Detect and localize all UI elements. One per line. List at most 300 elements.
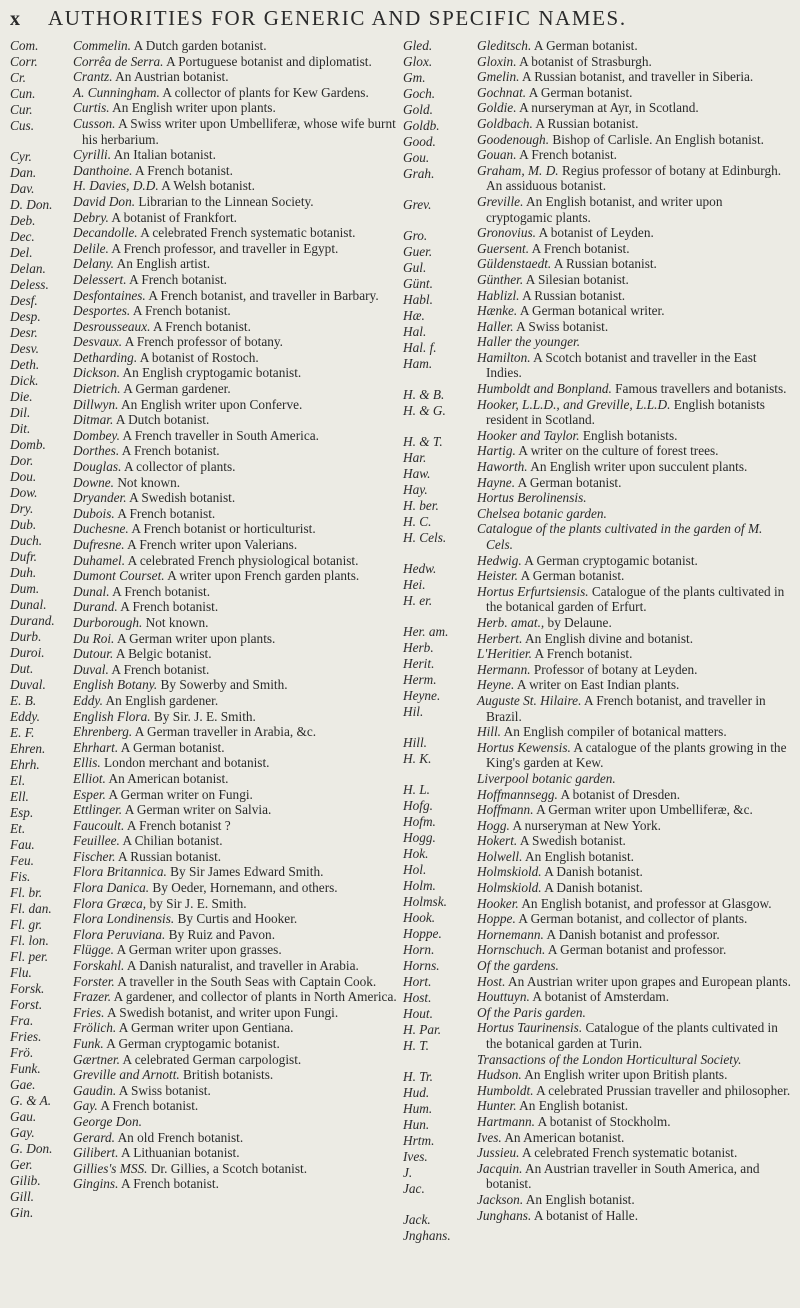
glossary-entry xyxy=(477,724,792,740)
authority-abbreviation: G. Don. xyxy=(10,1141,53,1156)
authority-name: Dubois. xyxy=(73,505,115,521)
authority-name: Delile. xyxy=(73,240,109,256)
authority-abbreviation: Dav. xyxy=(10,181,35,196)
authority-description: A German botanist. xyxy=(118,739,225,755)
authority-name: Heister. xyxy=(477,568,518,584)
authority-name: Desvaux. xyxy=(73,334,123,350)
glossary-entry xyxy=(477,163,792,194)
glossary-entry xyxy=(477,646,792,662)
glossary-entry xyxy=(73,412,398,428)
authority-name: Holmskiold. xyxy=(477,880,542,896)
authority-description: An English writer upon succulent plants. xyxy=(527,459,748,475)
glossary-entry xyxy=(477,1192,792,1208)
authority-abbreviation: G. & A. xyxy=(10,1093,52,1108)
glossary-entry xyxy=(477,100,792,116)
authority-name: Downe. xyxy=(73,474,114,490)
authority-description: by Delaune. xyxy=(544,614,612,630)
glossary-entry xyxy=(477,942,792,958)
glossary-entry xyxy=(73,194,398,210)
authority-description: A French botanist. xyxy=(150,318,251,334)
glossary-entry xyxy=(73,1005,398,1021)
authority-name: Hornschuch. xyxy=(477,942,546,958)
glossary-entry xyxy=(73,272,398,288)
authority-abbreviation: Guer. xyxy=(403,244,433,259)
glossary-entry xyxy=(477,740,792,771)
authority-abbreviation: Hol. xyxy=(403,862,427,877)
authority-abbreviation: Gou. xyxy=(403,150,430,165)
authority-name: Hoffmannsegg. xyxy=(477,786,558,802)
authority-name: Goldbach. xyxy=(477,115,533,131)
authority-abbreviation: Flu. xyxy=(10,965,32,980)
authority-abbreviation: Et. xyxy=(10,821,26,836)
authority-description: Librarian to the Linnean Society. xyxy=(135,193,314,209)
authority-abbreviation: Fl. dan. xyxy=(10,901,52,916)
authority-abbreviation: Dow. xyxy=(10,485,38,500)
authority-abbreviation: H. er. xyxy=(403,593,433,608)
glossary-entry xyxy=(73,927,398,943)
authority-name: Hayne. xyxy=(477,474,516,490)
authority-abbreviation: J. xyxy=(403,1165,413,1180)
authority-description: A botanist of Dresden. xyxy=(557,786,681,802)
authority-name: Dietrich. xyxy=(73,381,121,397)
authority-name: Holwell. xyxy=(477,848,523,864)
authority-name: Jussieu. xyxy=(477,1145,520,1161)
authority-description: A collector of plants. xyxy=(121,459,236,475)
glossary-entry xyxy=(73,1020,398,1036)
authority-abbreviation: Dunal. xyxy=(10,597,47,612)
authority-name: Dombey. xyxy=(73,427,120,443)
authority-abbreviation: Dor. xyxy=(10,453,34,468)
glossary-entry xyxy=(73,537,398,553)
authority-description: A Swedish botanist. xyxy=(126,490,236,506)
authority-description: A celebrated French systematic botanist. xyxy=(519,1145,738,1161)
authority-abbreviation: Ehren. xyxy=(10,741,46,756)
glossary-entry xyxy=(477,303,792,319)
glossary-entry xyxy=(73,116,398,147)
glossary-entry xyxy=(477,428,792,444)
authority-description: An English writer upon British plants. xyxy=(521,1067,728,1083)
authority-name: Crantz. xyxy=(73,69,113,85)
authority-name: Gaudin. xyxy=(73,1082,117,1098)
authority-abbreviation: H. & T. xyxy=(403,434,443,449)
authority-description: A French botanist, and traveller in Brazil. xyxy=(486,692,766,724)
authority-name: Dickson. xyxy=(73,365,120,381)
authority-abbreviation: Desp. xyxy=(10,309,41,324)
authority-description: An American botanist. xyxy=(105,770,229,786)
authority-abbreviation: Duh. xyxy=(10,565,37,580)
authority-description: Famous travellers and botanists. xyxy=(611,381,787,397)
authority-name: English Flora. xyxy=(73,708,151,724)
authority-name: Host. xyxy=(477,973,506,989)
authority-description: A Swiss writer upon Umbelliferæ, whose wife burnt his herbarium. xyxy=(82,115,396,147)
authority-abbreviation: Fl. gr. xyxy=(10,917,43,932)
glossary-entry xyxy=(477,85,792,101)
glossary-entry xyxy=(73,334,398,350)
authority-name: Hokert. xyxy=(477,833,518,849)
authority-description: By Sir. J. E. Smith. xyxy=(150,708,256,724)
authority-abbreviation: Haw. xyxy=(403,466,431,481)
authority-description: A German writer on Fungi. xyxy=(105,786,253,802)
authority-abbreviation: H. L. xyxy=(403,782,430,797)
authority-abbreviation: H. ber. xyxy=(403,498,439,513)
authority-description: By Sowerby and Smith. xyxy=(157,677,288,693)
authority-name: Hooker, L.L.D., and Greville, L.L.D. xyxy=(477,396,671,412)
glossary-entry xyxy=(477,974,792,990)
authority-abbreviation: Dec. xyxy=(10,229,35,244)
authority-description: An Austrian botanist. xyxy=(112,69,229,85)
glossary-entry xyxy=(477,459,792,475)
authority-abbreviation: Grev. xyxy=(403,197,432,212)
glossary-entry xyxy=(73,459,398,475)
authority-name: Commelin. xyxy=(73,38,131,53)
authority-description: A botanist of Amsterdam. xyxy=(529,989,670,1005)
authority-abbreviation: Desr. xyxy=(10,325,38,340)
authority-description: A Russian botanist. xyxy=(532,115,639,131)
authority-description: A French botanist or horticulturist. xyxy=(128,521,316,537)
authority-name: Greville and Arnott. xyxy=(73,1067,180,1083)
authority-name: Cyrilli. xyxy=(73,147,112,163)
authority-name: Hooker and Taylor. xyxy=(477,427,580,443)
authority-name: Curtis. xyxy=(73,100,110,116)
authority-description: A French botanist. xyxy=(119,443,220,459)
authority-description: An English compiler of botanical matters. xyxy=(501,724,727,740)
authority-description: An English artist. xyxy=(114,256,211,272)
glossary-entry xyxy=(73,1036,398,1052)
authority-name: Hortus Kewensis. xyxy=(477,739,571,755)
authority-description: A German botanist and professor. xyxy=(545,942,727,958)
authority-name: Humboldt and Bonpland. xyxy=(477,381,612,397)
glossary-entry xyxy=(73,303,398,319)
authority-description: A Swiss botanist. xyxy=(116,1082,211,1098)
authority-name: Fries. xyxy=(73,1004,105,1020)
authority-name: Hermann. xyxy=(477,661,531,677)
authority-name: English Botany. xyxy=(73,677,158,693)
glossary-entry xyxy=(477,1098,792,1114)
authority-description: An Austrian traveller in South America, and botanist. xyxy=(486,1160,760,1192)
authority-name: Flügge. xyxy=(73,942,114,958)
authority-name: Cusson. xyxy=(73,115,116,131)
authority-description: A botanist of Leyden. xyxy=(535,225,654,241)
authority-abbreviation: Grah. xyxy=(403,166,435,181)
authority-description: A French botanist. xyxy=(117,599,219,615)
authority-abbreviation: Habl. xyxy=(403,292,433,307)
authority-name: Gouan. xyxy=(477,147,517,163)
glossary-entry xyxy=(73,833,398,849)
glossary-entry xyxy=(73,911,398,927)
glossary-entry xyxy=(73,1161,398,1177)
authority-abbreviation: Durand. xyxy=(10,613,55,628)
authority-abbreviation: Fl. br. xyxy=(10,885,43,900)
authority-abbreviation: Gm. xyxy=(403,70,426,85)
authority-abbreviation: Deless. xyxy=(10,277,49,292)
authority-description: An English botanist, and writer upon cryptogamic plants. xyxy=(486,193,723,225)
authority-name: Dunal. xyxy=(73,583,110,599)
authority-description: A Danish botanist and professor. xyxy=(543,926,720,942)
glossary-entry xyxy=(477,1052,792,1068)
glossary-entry xyxy=(477,288,792,304)
authority-description: English botanists resident in Scotland. xyxy=(486,396,765,428)
authority-name: Hill. xyxy=(477,724,502,740)
glossary-entry xyxy=(477,490,792,506)
authority-description: By Oeder, Hornemann, and others. xyxy=(149,880,338,896)
authority-abbreviation: Cun. xyxy=(10,86,36,101)
glossary-entry xyxy=(73,397,398,413)
authority-name: Elliot. xyxy=(73,770,106,786)
glossary-entry xyxy=(73,553,398,569)
authority-abbreviation: Dub. xyxy=(10,517,37,532)
authority-abbreviation: Hofg. xyxy=(403,798,433,813)
authority-name: L'Heritier. xyxy=(477,646,532,662)
authority-abbreviation: El. xyxy=(10,773,26,788)
glossary-entry xyxy=(477,38,792,54)
glossary-entry xyxy=(477,631,792,647)
glossary-entry xyxy=(477,1208,792,1224)
authority-name: Duval. xyxy=(73,661,109,677)
authority-description: A celebrated Prussian traveller and philosopher. xyxy=(533,1082,791,1098)
authority-abbreviation: Herm. xyxy=(403,672,437,687)
glossary-entry xyxy=(73,319,398,335)
authority-abbreviation: Duroi. xyxy=(10,645,45,660)
glossary-entry xyxy=(73,942,398,958)
glossary-entry xyxy=(73,350,398,366)
glossary-entry xyxy=(477,802,792,818)
authority-description: A French botanist. xyxy=(118,1176,219,1192)
authority-description: An English botanist. xyxy=(516,1098,629,1114)
glossary-entry xyxy=(477,662,792,678)
authority-name: Goodenough. xyxy=(477,131,550,147)
authority-description: A German botanist, and collector of plants. xyxy=(515,911,748,927)
glossary-entry xyxy=(73,85,398,101)
authority-description: A botanist of Rostoch. xyxy=(137,349,259,365)
authority-description: British botanists. xyxy=(179,1067,274,1083)
authority-abbreviation: Hedw. xyxy=(403,561,437,576)
glossary-entry xyxy=(73,584,398,600)
authority-name: Junghans. xyxy=(477,1207,532,1223)
authority-abbreviation: Günt. xyxy=(403,276,433,291)
authority-abbreviation: Desf. xyxy=(10,293,38,308)
glossary-entry xyxy=(477,958,792,974)
authority-description: An English botanist, and professor at Glasgow. xyxy=(518,895,772,911)
authority-abbreviation: Dufr. xyxy=(10,549,37,564)
glossary-entry xyxy=(73,958,398,974)
authority-description: by Sir J. E. Smith. xyxy=(146,895,247,911)
authority-name: Ives. xyxy=(477,1129,502,1145)
authority-abbreviation: Hun. xyxy=(403,1117,430,1132)
glossary-entry xyxy=(73,740,398,756)
authority-abbreviation: Corr. xyxy=(10,54,38,69)
authority-description: An English gardener. xyxy=(102,692,219,708)
authority-name: Hortus Taurinensis. xyxy=(477,1020,583,1036)
authority-description: A French botanist. xyxy=(108,661,210,677)
glossary-entry xyxy=(477,194,792,225)
glossary-entry xyxy=(477,1130,792,1146)
authority-abbreviation: Funk. xyxy=(10,1061,41,1076)
authority-name: Hamilton. xyxy=(477,349,531,365)
authority-abbreviation: Hal. xyxy=(403,324,427,339)
glossary-entry xyxy=(73,1130,398,1146)
glossary-entry xyxy=(73,755,398,771)
authority-description: A botanist of Halle. xyxy=(531,1207,639,1223)
glossary-entry xyxy=(73,443,398,459)
authority-description: A French botanist. xyxy=(97,1098,199,1114)
authority-description: Professor of botany at Leyden. xyxy=(530,661,698,677)
glossary-entry xyxy=(73,1052,398,1068)
authority-name: Dorthes. xyxy=(73,443,120,459)
authority-name: Detharding. xyxy=(73,349,138,365)
authority-name: Desrousseaux. xyxy=(73,318,151,334)
glossary-entry xyxy=(73,1098,398,1114)
authority-abbreviation: Gay. xyxy=(10,1125,35,1140)
authority-name: Chelsea botanic garden. xyxy=(477,505,607,521)
glossary-entry xyxy=(73,615,398,631)
authority-name: Hooker. xyxy=(477,895,519,911)
glossary-entry xyxy=(477,69,792,85)
authority-abbreviation: Gro. xyxy=(403,228,428,243)
glossary-entry xyxy=(73,568,398,584)
authority-name: Douglas. xyxy=(73,459,122,475)
authority-name: Humboldt. xyxy=(477,1082,534,1098)
authority-name: Hunter. xyxy=(477,1098,517,1114)
authority-name: Desfontaines. xyxy=(73,287,146,303)
glossary-entry xyxy=(477,225,792,241)
authority-abbreviation: Jnghans. xyxy=(403,1228,451,1243)
glossary-entry xyxy=(477,927,792,943)
authority-name: Gronovius. xyxy=(477,225,536,241)
authority-name: Hænke. xyxy=(477,303,518,319)
authority-description: A German traveller in Arabia, &c. xyxy=(132,724,317,740)
authority-abbreviation: Goch. xyxy=(403,86,436,101)
authority-abbreviation: Desv. xyxy=(10,341,39,356)
glossary-entry xyxy=(73,896,398,912)
authority-abbreviation: Har. xyxy=(403,450,427,465)
authority-abbreviation: Gau. xyxy=(10,1109,37,1124)
authority-abbreviation: Gilib. xyxy=(10,1173,41,1188)
authority-abbreviation: Hoppe. xyxy=(403,926,442,941)
glossary-entry xyxy=(477,1114,792,1130)
authority-abbreviation: Gul. xyxy=(403,260,427,275)
authority-abbreviation: Gae. xyxy=(10,1077,36,1092)
authority-description: A French professor of botany. xyxy=(122,334,283,350)
authority-description: An American botanist. xyxy=(501,1129,625,1145)
authority-abbreviation: Ell. xyxy=(10,789,29,804)
authority-abbreviation: Fl. per. xyxy=(10,949,49,964)
authority-description: A botanist of Frankfort. xyxy=(108,209,237,225)
authority-description: Bishop of Carlisle. An English botanist. xyxy=(549,131,764,147)
authority-abbreviation: Cyr. xyxy=(10,149,32,164)
authority-description: A collector of plants for Kew Gardens. xyxy=(159,84,369,100)
glossary-entry xyxy=(477,615,792,631)
glossary-entry xyxy=(73,1114,398,1130)
glossary-entry xyxy=(477,787,792,803)
authority-name: Forskahl. xyxy=(73,958,125,974)
glossary-entry xyxy=(73,677,398,693)
authority-name: Hartmann. xyxy=(477,1113,535,1129)
glossary-entry xyxy=(73,163,398,179)
authority-name: Decandolle. xyxy=(73,225,138,241)
glossary-entry xyxy=(477,272,792,288)
authority-description: A writer upon French garden plants. xyxy=(164,568,360,584)
authority-description: A French botanist, and traveller in Barbary. xyxy=(145,287,379,303)
authority-abbreviation: Dou. xyxy=(10,469,37,484)
glossary-entry xyxy=(73,147,398,163)
glossary-entry xyxy=(477,1161,792,1192)
glossary-entry xyxy=(73,599,398,615)
authority-abbreviation: Hok. xyxy=(403,846,429,861)
authority-name: Heyne. xyxy=(477,677,515,693)
glossary-entry xyxy=(73,771,398,787)
authority-name: David Don. xyxy=(73,193,136,209)
authority-abbreviation: Dil. xyxy=(10,405,31,420)
glossary-entry xyxy=(477,381,792,397)
authority-name: Hortus Erfurtsiensis. xyxy=(477,583,589,599)
glossary-entry xyxy=(477,256,792,272)
authority-description: A Scotch botanist and traveller in the East Indies. xyxy=(486,349,757,381)
authority-name: Hoffmann. xyxy=(477,802,534,818)
authority-description: A celebrated French systematic botanist. xyxy=(137,225,356,241)
glossary-entry xyxy=(477,475,792,491)
authority-description: A traveller in the South Seas with Captain Cook. xyxy=(114,973,377,989)
authority-name: Guersent. xyxy=(477,240,530,256)
authority-description: A French professor, and traveller in Egypt. xyxy=(108,240,339,256)
authority-description: A Swedish botanist, and writer upon Fungi. xyxy=(104,1004,339,1020)
glossary-entry xyxy=(477,443,792,459)
authority-abbreviation: Jac. xyxy=(403,1181,425,1196)
authority-abbreviation: Ger. xyxy=(10,1157,33,1172)
authority-description: A French traveller in South America. xyxy=(119,427,319,443)
authority-abbreviation: Gled. xyxy=(403,38,433,53)
authority-name: Gleditsch. xyxy=(477,38,532,53)
authority-name: Hogg. xyxy=(477,817,510,833)
glossary-entry xyxy=(73,256,398,272)
authority-abbreviation: Forst. xyxy=(10,997,43,1012)
glossary-entry xyxy=(73,365,398,381)
authority-name: Du Roi. xyxy=(73,630,115,646)
authority-abbreviation: Domb. xyxy=(10,437,46,452)
glossary-entry xyxy=(477,693,792,724)
left-entry-column xyxy=(73,38,398,1192)
authority-abbreviation: Delan. xyxy=(10,261,46,276)
glossary-entry xyxy=(477,147,792,163)
glossary-entry xyxy=(477,319,792,335)
authority-name: Liverpool botanic garden. xyxy=(477,770,616,786)
authority-abbreviation: Her. am. xyxy=(403,624,449,639)
authority-description: A French writer upon Valerians. xyxy=(124,537,298,552)
authority-name: A. Cunningham. xyxy=(73,84,160,100)
authority-name: Gloxin. xyxy=(477,53,517,69)
authority-abbreviation: Hout. xyxy=(403,1006,433,1021)
authority-abbreviation: H. C. xyxy=(403,514,432,529)
authority-abbreviation: Cr. xyxy=(10,70,26,85)
authority-description: An Italian botanist. xyxy=(111,147,216,163)
glossary-entry xyxy=(477,989,792,1005)
authority-name: Dumont Courset. xyxy=(73,568,165,584)
authority-abbreviation: H. & B. xyxy=(403,387,445,402)
glossary-entry xyxy=(477,896,792,912)
authority-abbreviation: Fau. xyxy=(10,837,35,852)
glossary-entry xyxy=(73,178,398,194)
glossary-entry xyxy=(73,818,398,834)
authority-name: George Don. xyxy=(73,1113,142,1129)
authority-description: A Danish botanist. xyxy=(541,880,643,896)
authority-name: Gillies's MSS. xyxy=(73,1160,148,1176)
authority-name: Haworth. xyxy=(477,459,528,475)
authority-abbreviation: Hort. xyxy=(403,974,432,989)
authority-abbreviation: Fl. lon. xyxy=(10,933,49,948)
glossary-entry xyxy=(477,521,792,552)
authority-name: Corrêa de Serra. xyxy=(73,53,164,69)
glossary-entry xyxy=(73,974,398,990)
authority-abbreviation: Duval. xyxy=(10,677,46,692)
